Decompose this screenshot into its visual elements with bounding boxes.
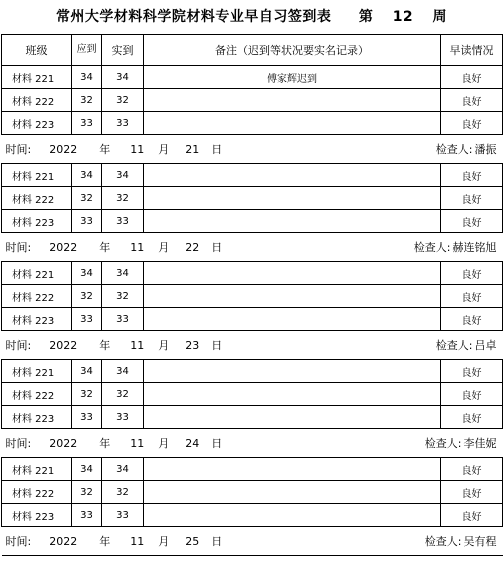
month-value: 11 [130,535,145,548]
year-unit: 年 [99,437,111,450]
table-row [2,406,503,429]
table-row [2,360,503,383]
present-cell: 34 [102,262,144,285]
header-row [2,35,503,66]
present-cell: 32 [102,187,144,210]
date-checker-row [2,527,503,556]
due-cell: 32 [72,187,102,210]
status-cell: 良好 [441,383,503,406]
class-cell: 材料 222 [2,187,72,210]
table-row [2,210,503,233]
status-cell: 良好 [441,262,503,285]
note-cell [144,112,441,135]
table-row [2,66,503,89]
table-body [2,35,503,556]
note-cell [144,308,441,331]
day-value: 23 [185,339,200,352]
status-cell: 良好 [441,112,503,135]
month-value: 11 [130,143,145,156]
table-row [2,164,503,187]
day-value: 21 [185,143,200,156]
day-unit: 日 [211,437,223,450]
present-cell: 34 [102,458,144,481]
due-cell: 33 [72,504,102,527]
date-checker-row [2,331,503,360]
checker-info [425,435,497,451]
day-unit: 日 [211,143,223,156]
year-unit: 年 [99,339,111,352]
status-cell: 良好 [441,89,503,112]
class-cell: 材料 222 [2,89,72,112]
checker-info [425,533,497,549]
checker-info [436,141,497,157]
class-cell: 材料 223 [2,112,72,135]
present-cell: 34 [102,164,144,187]
note-cell [144,458,441,481]
status-cell: 良好 [441,308,503,331]
date-checker-row [2,135,503,164]
checker-info [414,239,497,255]
note-cell [144,262,441,285]
status-cell: 良好 [441,210,503,233]
sheet-title [0,0,503,34]
note-cell [144,360,441,383]
date-checker-row [2,233,503,262]
month-value: 11 [130,339,145,352]
table-row [2,481,503,504]
day-value: 22 [185,241,200,254]
present-cell: 32 [102,285,144,308]
note-cell [144,89,441,112]
class-cell: 材料 223 [2,210,72,233]
checker-label: 检查人: [435,143,473,156]
checker-label: 检查人: [424,535,462,548]
due-cell: 33 [72,406,102,429]
header-status: 早读情况 [441,35,503,66]
table-row [2,285,503,308]
month-unit: 月 [158,241,170,254]
week-prefix: 第 [358,9,374,25]
due-cell: 34 [72,66,102,89]
note-cell [144,164,441,187]
month-unit: 月 [158,339,170,352]
month-value: 11 [130,241,145,254]
table-row [2,112,503,135]
due-cell: 33 [72,210,102,233]
present-cell: 33 [102,406,144,429]
class-cell: 材料 221 [2,360,72,383]
header-class: 班级 [2,35,72,66]
table-row [2,89,503,112]
present-cell: 34 [102,66,144,89]
status-cell: 良好 [441,66,503,89]
year-unit: 年 [99,535,111,548]
header-present: 实到 [102,35,144,66]
attendance-table [1,34,503,556]
checker-label: 检查人: [424,437,462,450]
checker-name: 李佳妮 [463,437,497,450]
status-cell: 良好 [441,164,503,187]
checker-name: 吴有程 [463,535,497,548]
due-cell: 34 [72,262,102,285]
month-unit: 月 [158,143,170,156]
status-cell: 良好 [441,458,503,481]
present-cell: 32 [102,383,144,406]
month-value: 11 [130,437,145,450]
status-cell: 良好 [441,406,503,429]
present-cell: 33 [102,504,144,527]
time-label: 时间: [5,437,32,450]
present-cell: 32 [102,89,144,112]
class-cell: 材料 223 [2,308,72,331]
time-label: 时间: [5,241,32,254]
note-cell [144,481,441,504]
table-row [2,458,503,481]
due-cell: 32 [72,481,102,504]
time-label: 时间: [5,339,32,352]
date-cell [2,527,223,556]
day-unit: 日 [211,241,223,254]
table-row [2,187,503,210]
date-cell [2,429,223,458]
table-row [2,383,503,406]
status-cell: 良好 [441,481,503,504]
table-row [2,262,503,285]
status-cell: 良好 [441,360,503,383]
time-label: 时间: [5,535,32,548]
date-cell [2,135,223,164]
present-cell: 32 [102,481,144,504]
note-cell [144,406,441,429]
note-cell [144,210,441,233]
week-number: 12 [392,9,414,25]
date-cell [2,331,223,360]
checker-name: 吕卓 [474,339,497,352]
class-cell: 材料 221 [2,164,72,187]
checker-info [436,337,497,353]
class-cell: 材料 223 [2,406,72,429]
year-unit: 年 [99,143,111,156]
table-row [2,504,503,527]
checker-label: 检查人: [435,339,473,352]
note-cell: 傅家辉迟到 [144,66,441,89]
note-cell [144,383,441,406]
status-cell: 良好 [441,285,503,308]
due-cell: 34 [72,360,102,383]
year-value: 2022 [49,241,78,254]
day-value: 25 [185,535,200,548]
class-cell: 材料 222 [2,383,72,406]
year-value: 2022 [49,437,78,450]
table-row [2,308,503,331]
year-unit: 年 [99,241,111,254]
class-cell: 材料 222 [2,481,72,504]
present-cell: 33 [102,210,144,233]
due-cell: 32 [72,285,102,308]
year-value: 2022 [49,535,78,548]
class-cell: 材料 221 [2,66,72,89]
day-unit: 日 [211,339,223,352]
status-cell: 良好 [441,504,503,527]
date-checker-row [2,429,503,458]
due-cell: 34 [72,458,102,481]
note-cell [144,504,441,527]
due-cell: 32 [72,89,102,112]
checker-name: 潘振 [474,143,497,156]
status-cell: 良好 [441,187,503,210]
note-cell [144,285,441,308]
present-cell: 33 [102,112,144,135]
due-cell: 34 [72,164,102,187]
class-cell: 材料 223 [2,504,72,527]
week-suffix: 周 [432,9,448,25]
title-main: 常州大学材料科学院材料专业早自习签到表 [55,9,332,25]
due-cell: 32 [72,383,102,406]
year-value: 2022 [49,143,78,156]
month-unit: 月 [158,437,170,450]
checker-name: 赫连铭旭 [452,241,497,254]
present-cell: 34 [102,360,144,383]
header-note: 备注（迟到等状况要实名记录） [144,35,441,66]
header-due: 应到 [72,35,102,66]
day-value: 24 [185,437,200,450]
class-cell: 材料 221 [2,458,72,481]
class-cell: 材料 221 [2,262,72,285]
due-cell: 33 [72,308,102,331]
day-unit: 日 [211,535,223,548]
class-cell: 材料 222 [2,285,72,308]
time-label: 时间: [5,143,32,156]
year-value: 2022 [49,339,78,352]
due-cell: 33 [72,112,102,135]
date-cell [2,233,223,262]
note-cell [144,187,441,210]
checker-label: 检查人: [413,241,451,254]
present-cell: 33 [102,308,144,331]
month-unit: 月 [158,535,170,548]
